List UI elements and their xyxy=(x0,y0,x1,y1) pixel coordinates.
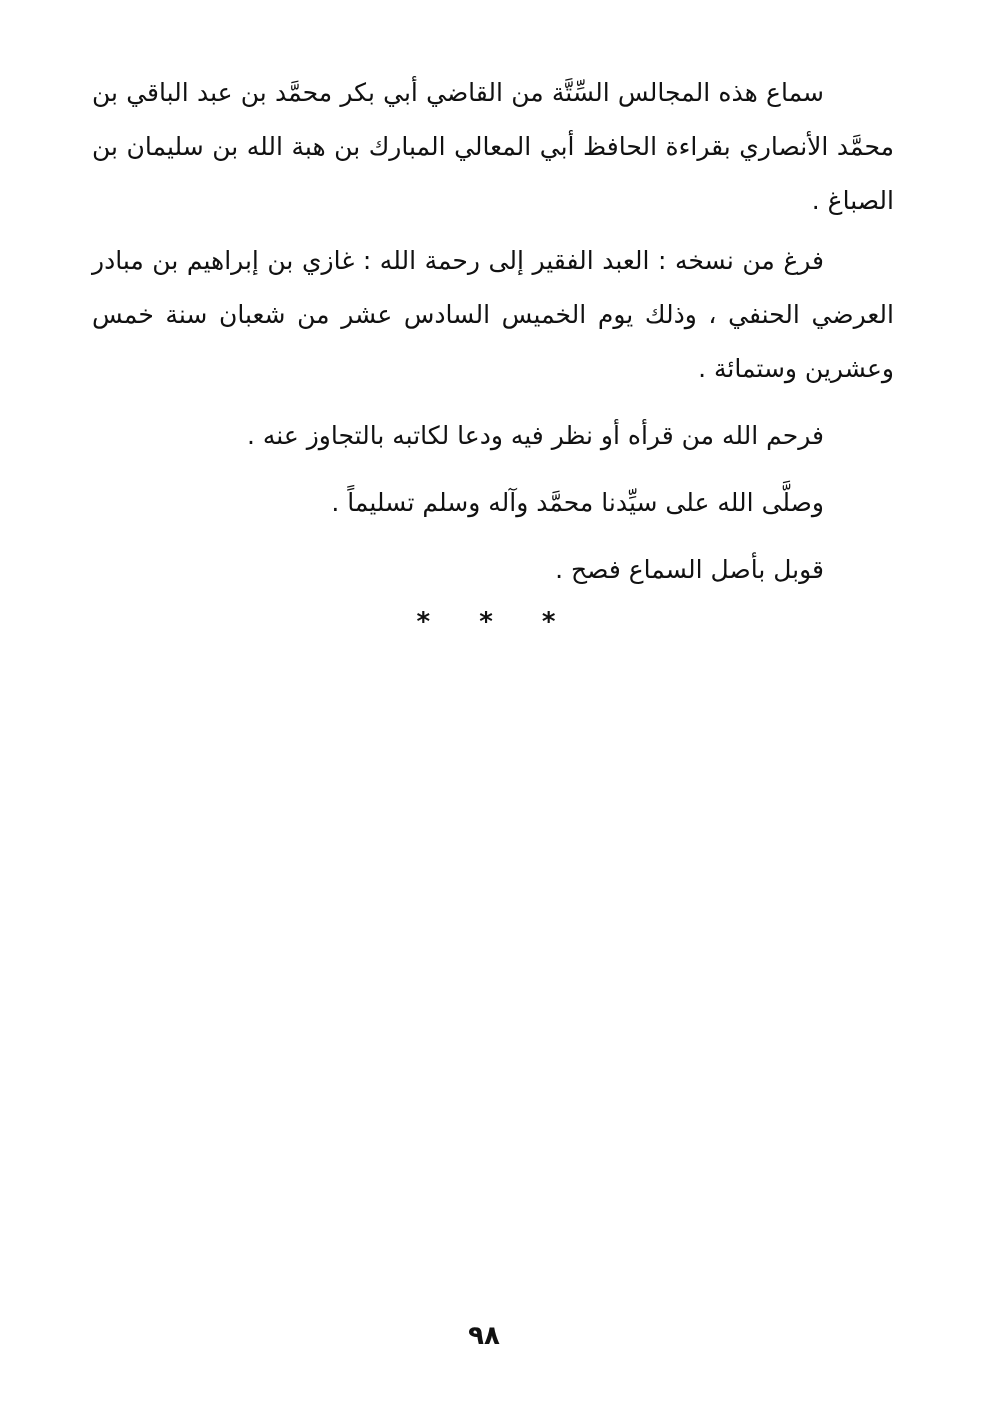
paragraph-collation: قوبل بأصل السماع فصح . xyxy=(555,555,824,584)
paragraph-blessing: وصلَّى الله على سيِّدنا محمَّد وآله وسلم تسليماً . xyxy=(331,488,824,517)
section-separator: * * * xyxy=(416,607,576,637)
page-number: ٩٨ xyxy=(468,1321,500,1351)
main-text xyxy=(92,66,894,603)
paragraph-colophon: فرغ من نسخه : العبد الفقير إلى رحمة الله : غازي بن إبراهيم بن مبادر العرضي الحنفي ، وذلك يوم الخميس السادس عشر من شعبان سنة خمس وعشرين وستمائة . xyxy=(92,246,894,383)
paragraph-samaa: سماع هذه المجالس السِّتَّة من القاضي أبي بكر محمَّد بن عبد الباقي بن محمَّد الأنصاري بقراءة الحافظ أبي المعالي المبارك بن هبة الله بن سليمان بن الصباغ . xyxy=(92,78,894,215)
paragraph-prayer: فرحم الله من قرأه أو نظر فيه ودعا لكاتبه بالتجاوز عنه . xyxy=(246,421,824,450)
